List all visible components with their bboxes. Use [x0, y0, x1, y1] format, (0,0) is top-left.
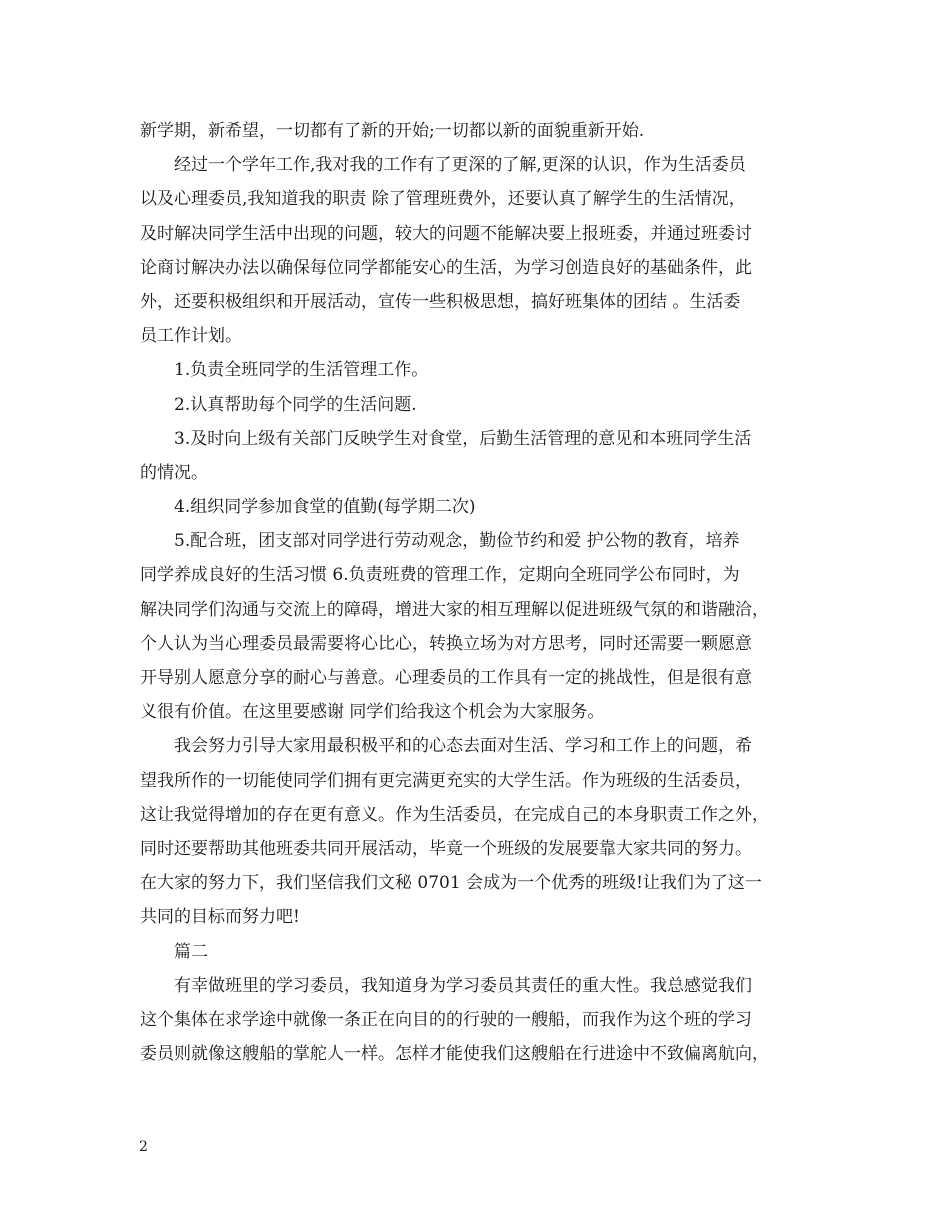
- text-line: 解决同学们沟通与交流上的障碍，增进大家的相互理解以促进班级气氛的和谐融洽，: [140, 599, 769, 620]
- text-line: 共同的目标而努力吧!: [140, 907, 300, 928]
- text-line: 外，还要积极组织和开展活动，宣传一些积极思想，搞好班集体的团结 。生活委: [140, 291, 741, 312]
- page-number: 2: [139, 1139, 148, 1155]
- text-line: 在大家的努力下，我们坚信我们文秘 0701 会成为一个优秀的班级!让我们为了这一: [140, 873, 762, 894]
- text-line: 新学期，新希望，一切都有了新的开始;一切都以新的面貌重新开始.: [140, 121, 645, 141]
- text-line: 个人认为当心理委员最需要将心比心，转换立场为对方思考，同时还需要一颗愿意: [140, 633, 752, 654]
- body-text: [140, 114, 820, 1071]
- text-line: 员工作计划。: [140, 326, 242, 347]
- text-line: 论商讨解决办法以确保每位同学都能安心的生活，为学习创造良好的基础条件，此: [140, 257, 752, 278]
- section-heading: 篇二: [174, 941, 208, 962]
- text-line: 这让我觉得增加的存在更有意义。作为生活委员，在完成自己的本身职责工作之外，: [140, 804, 769, 825]
- text-line: 及时解决同学生活中出现的问题，较大的问题不能解决要上报班委，并通过班委讨: [140, 223, 752, 244]
- text-line: 委员则就像这艘船的掌舵人一样。怎样才能使我们这艘船在行进途中不致偏离航向，: [140, 1044, 769, 1065]
- text-line: 我会努力引导大家用最积极平和的心态去面对生活、学习和工作上的问题，希: [174, 736, 752, 757]
- text-line: 以及心理委员,我知道我的职责 除了管理班费外，还要认真了解学生的生活情况，: [140, 189, 746, 210]
- text-line: 义很有价值。在这里要感谢 同学们给我这个机会为大家服务。: [140, 702, 605, 723]
- list-item: 5.配合班，团支部对同学进行劳动观念，勤俭节约和爱 护公物的教育，培养: [174, 531, 740, 552]
- text-line: 这个集体在求学途中就像一条正在向目的的行驶的一艘船，而我作为这个班的学习: [140, 1009, 752, 1030]
- text-line: 同学养成良好的生活习惯 6.负责班费的管理工作，定期向全班同学公布同时，为: [140, 565, 740, 586]
- text-line: 经过一个学年工作,我对我的工作有了更深的了解,更深的认识，作为生活委员: [174, 155, 746, 176]
- list-item: 3.及时向上级有关部门反映学生对食堂，后勤生活管理的意见和本班同学生活: [174, 428, 752, 449]
- list-item: 4.组织同学参加食堂的值勤(每学期二次): [174, 497, 476, 518]
- list-item: 1.负责全班同学的生活管理工作。: [174, 360, 429, 381]
- text-line: 同时还要帮助其他班委共同开展活动，毕竟一个班级的发展要靠大家共同的努力。: [140, 838, 752, 859]
- text-line: 的情况。: [140, 462, 208, 483]
- text-line: 开导别人愿意分享的耐心与善意。心理委员的工作具有一定的挑战性，但是很有意: [140, 668, 752, 688]
- list-item: 2.认真帮助每个同学的生活问题.: [174, 394, 417, 415]
- text-line: 望我所作的一切能使同学们拥有更完满更充实的大学生活。作为班级的生活委员，: [140, 770, 752, 791]
- text-line: 有幸做班里的学习委员，我知道身为学习委员其责任的重大性。我总感觉我们: [174, 975, 752, 996]
